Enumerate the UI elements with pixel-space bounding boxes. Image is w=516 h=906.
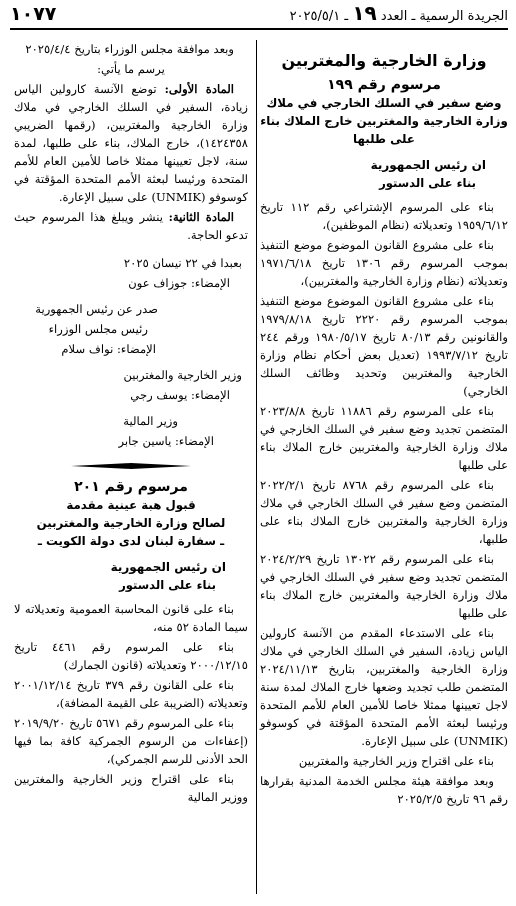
recital: بناء على المرسوم رقم ١٣٠٢٢ تاريخ ٢٠٢٤/٢/٢٩ المتضمن تجديد وضع سفير في السلك الخارجي في ملاك وزارة الخارجية والمغتربين خارج الملاك بناء على طلبها: [260, 552, 508, 620]
signing-place-date: بعبدا في ٢٢ نيسان ٢٠٢٥: [123, 256, 242, 270]
recital: بناء على مشروع القانون الموضوع موضع التنفيذ بموجب المرسوم رقم ٢٢٢٠ تاريخ ١٩٧٩/٨/١٨ والقانونين رقم ٨٠/١٣ تاريخ ١٩٨٠/٥/١٧ ورقم ٢٤٤ تاريخ ١٩٩٣/٧/١٢ (تعديل بعض أحكام نظام وزارة الخارجية والمغتربين وتحديد وظائف السلك الخارجي): [260, 294, 508, 398]
decree2-subject-line1: قبول هبة عينية مقدمة: [66, 498, 196, 512]
pm-title: رئيس مجلس الوزراء: [48, 322, 148, 336]
header-issue-number: ١٩: [352, 1, 377, 25]
finance-title: وزير المالية: [123, 414, 178, 428]
president-signature: الإمضاء: جوزاف عون: [128, 276, 230, 290]
recital: بناء على مشروع القانون الموضوع موضع التنفيذ بموجب المرسوم رقم ١٣٠٦ تاريخ ١٩٧١/٦/١٨ وتعديلاته (نظام وزارة الخارجية والمغتربين)،: [260, 238, 508, 288]
article-two: [14, 208, 248, 244]
constitution-line: بناء على الدستور: [379, 176, 476, 190]
column-divider: [256, 40, 257, 894]
issued-by: صدر عن رئيس الجمهورية: [35, 302, 158, 316]
page-header: [10, 1, 508, 30]
article-one: [14, 80, 248, 206]
header-title: [290, 1, 508, 25]
article-one-label: المادة الأولى:: [164, 82, 235, 96]
cabinet-approval: وبعد موافقة مجلس الوزراء بتاريخ ٢٠٢٥/٤/٤: [25, 42, 234, 56]
left-column: [14, 40, 248, 896]
recital: بناء على القانون رقم ٣٧٩ تاريخ ٢٠٠١/١٢/١٤ وتعديلاته (الضريبة على القيمة المضافة)،: [14, 678, 248, 710]
fm-signature: الإمضاء: يوسف رجي: [130, 388, 230, 402]
decree-number: مرسوم رقم ١٩٩: [327, 77, 441, 93]
article-two-text: ينشر ويبلغ هذا المرسوم حيث تدعو الحاجة.: [14, 210, 248, 242]
article-two-label: المادة الثانية:: [168, 210, 234, 224]
recital: بناء على المرسوم رقم ٤٤٦١ تاريخ ٢٠٠٠/١٢/١٥ وتعديلاته (قانون الجمارك): [14, 640, 248, 672]
ministry-heading: وزارة الخارجية والمغتربين: [281, 51, 487, 70]
page-number: ١٠٧٧: [10, 3, 57, 25]
decree2-subject-line2: لصالح وزارة الخارجية والمغتربين: [36, 516, 226, 530]
recital: بناء على اقتراح وزير الخارجية والمغتربين: [298, 754, 494, 768]
header-date: ـ ٢٠٢٥/٥/١: [289, 9, 349, 24]
section-separator: [14, 462, 248, 470]
recital: بناء على اقتراح وزير الخارجية والمغتربين ووزير المالية: [14, 772, 248, 804]
ornament-divider: [71, 462, 191, 470]
president-line: ان رئيس الجمهورية: [370, 158, 486, 172]
decree2-number: مرسوم رقم ٢٠١: [74, 479, 188, 495]
pm-signature: الإمضاء: نواف سلام: [61, 342, 156, 356]
recital: بناء على الاستدعاء المقدم من الآنسة كارولين الياس زيادة، السفير في السلك الخارجي في ملاك وزارة الخارجية والمغتربين، بتاريخ ٢٠٢٤/١١/١٣ المتضمن طلب تجديد وضعها خارج الملاك لمدة سنة لاجل تعيينها ممثلا خاصا للأمين العام للأمم المتحدة ورئيسا لبعثة الأمم المتحدة المؤقتة في كوسوفو (UNMIK) على سبيل الإعارة.: [260, 626, 508, 748]
recital: وبعد موافقة هيئة مجلس الخدمة المدنية بقرارها رقم ٩٦ تاريخ ٢٠٢٥/٢/٥: [260, 774, 508, 806]
finance-signature: الإمضاء: ياسين جابر: [118, 434, 214, 448]
header-title-prefix: الجريدة الرسمية ـ العدد: [380, 9, 508, 24]
fm-title: وزير الخارجية والمغتربين: [123, 368, 242, 382]
article-one-text: توضع الآنسة كارولين الياس زيادة، السفير في السلك الخارجي في ملاك وزارة الخارجية والمغتربين، (رقمها الضريبي ١٤٢٤٣٥٨)، خارج الملاك، بناء على طلبها، لمدة سنة، لاجل تعيينها ممثلا خاصا للأمين العام للأمم المتحدة ورئيسا لبعثة الأمم المتحدة المؤقتة في كوسوفو (UNMIK) على سبيل الإعارة.: [14, 82, 248, 204]
decree2-subject-line3: ـ سفارة لبنان لدى دولة الكويت ـ: [37, 534, 225, 548]
constitution-line-2: بناء على الدستور: [119, 578, 216, 592]
president-line-2: ان رئيس الجمهورية: [110, 560, 226, 574]
decree-subject: وضع سفير في السلك الخارجي في ملاك وزارة الخارجية والمغتربين خارج الملاك بناء على طلبها: [260, 96, 508, 146]
decrees-following: يرسم ما يأتي:: [97, 62, 165, 76]
recital: بناء على المرسوم الإشتراعي رقم ١١٢ تاريخ ١٩٥٩/٦/١٢ وتعديلاته (نظام الموظفين)،: [260, 200, 508, 232]
recital: بناء على المرسوم رقم ١١٨٨٦ تاريخ ٢٠٢٣/٨/٨ المتضمن تجديد وضع سفير في السلك الخارجي في ملاك وزارة الخارجية والمغتربين خارج الملاك بناء على طلبها: [260, 404, 508, 472]
recital: بناء على قانون المحاسبة العمومية وتعديلاته لا سيما المادة ٥٢ منه،: [14, 602, 248, 634]
right-column: [260, 40, 508, 896]
recital: بناء على المرسوم رقم ٨٧٦٨ تاريخ ٢٠٢٢/٢/١ المتضمن وضع سفير في السلك الخارجي في ملاك وزارة الخارجية والمغتربين خارج الملاك بناء على طلبها،: [260, 478, 508, 546]
recital: بناء على المرسوم رقم ٥٦٧١ تاريخ ٢٠١٩/٩/٢٠ (إعفاءات من الرسوم الجمركية كافة بما فيها الحد الأدنى للرسم الجمركي)،: [14, 716, 248, 766]
